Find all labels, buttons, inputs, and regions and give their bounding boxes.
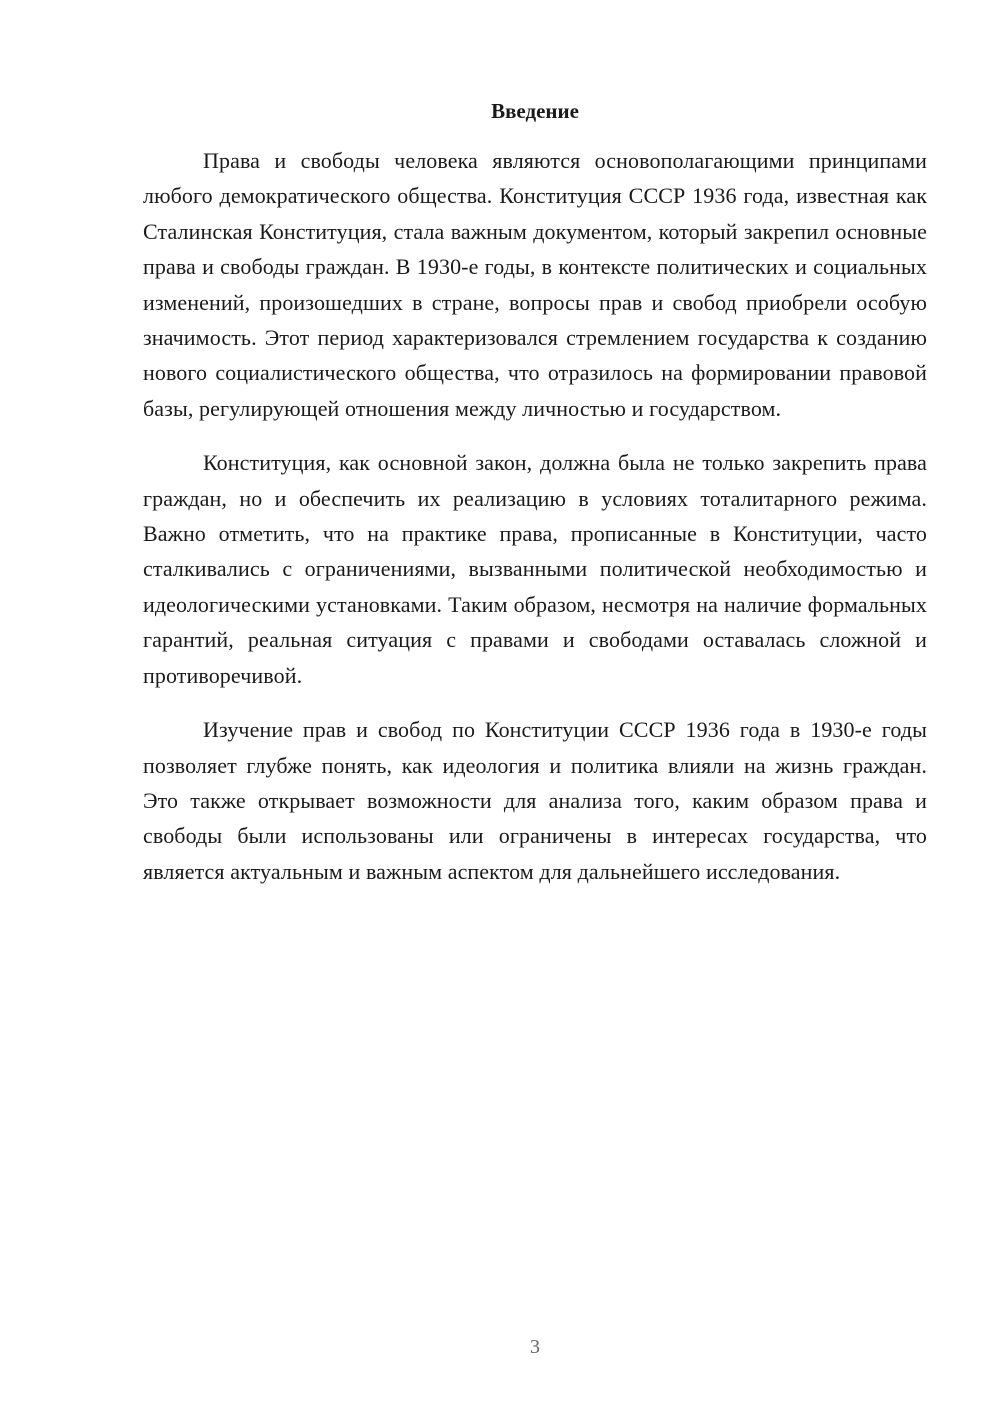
page-number: 3 <box>530 1336 540 1358</box>
body-text <box>143 143 927 908</box>
paragraph-1: Права и свободы человека являются основополагающими принципами любого демократического общества. Конституция СССР 1936 года, известная как Сталинская Конституция, стала важным документом, который закрепил основные права и свободы граждан. В 1930-е годы, в контексте политических и социальных изменений, произошедших в стране, вопросы прав и свобод приобрели особую значимость. Этот период характеризовался стремлением государства к созданию нового социалистического общества, что отразилось на формировании правовой базы, регулирующей отношения между личностью и государством. <box>143 148 927 421</box>
section-heading: Введение <box>491 99 579 123</box>
paragraph-3: Изучение прав и свобод по Конституции СССР 1936 года в 1930-е годы позволяет глубже понять, как идеология и политика влияли на жизнь граждан. Это также открывает возможности для анализа того, каким образом права и свободы были использованы или ограничены в интересах государства, что является актуальным и важным аспектом для дальнейшего исследования. <box>143 717 927 884</box>
paragraph-2: Конституция, как основной закон, должна была не только закрепить права граждан, но и обеспечить их реализацию в условиях тоталитарного режима. Важно отметить, что на практике права, прописанные в Конституции, часто сталкивались с ограничениями, вызванными политической необходимостью и идеологическими установками. Таким образом, несмотря на наличие формальных гарантий, реальная ситуация с правами и свободами оставалась сложной и противоречивой. <box>143 450 927 688</box>
